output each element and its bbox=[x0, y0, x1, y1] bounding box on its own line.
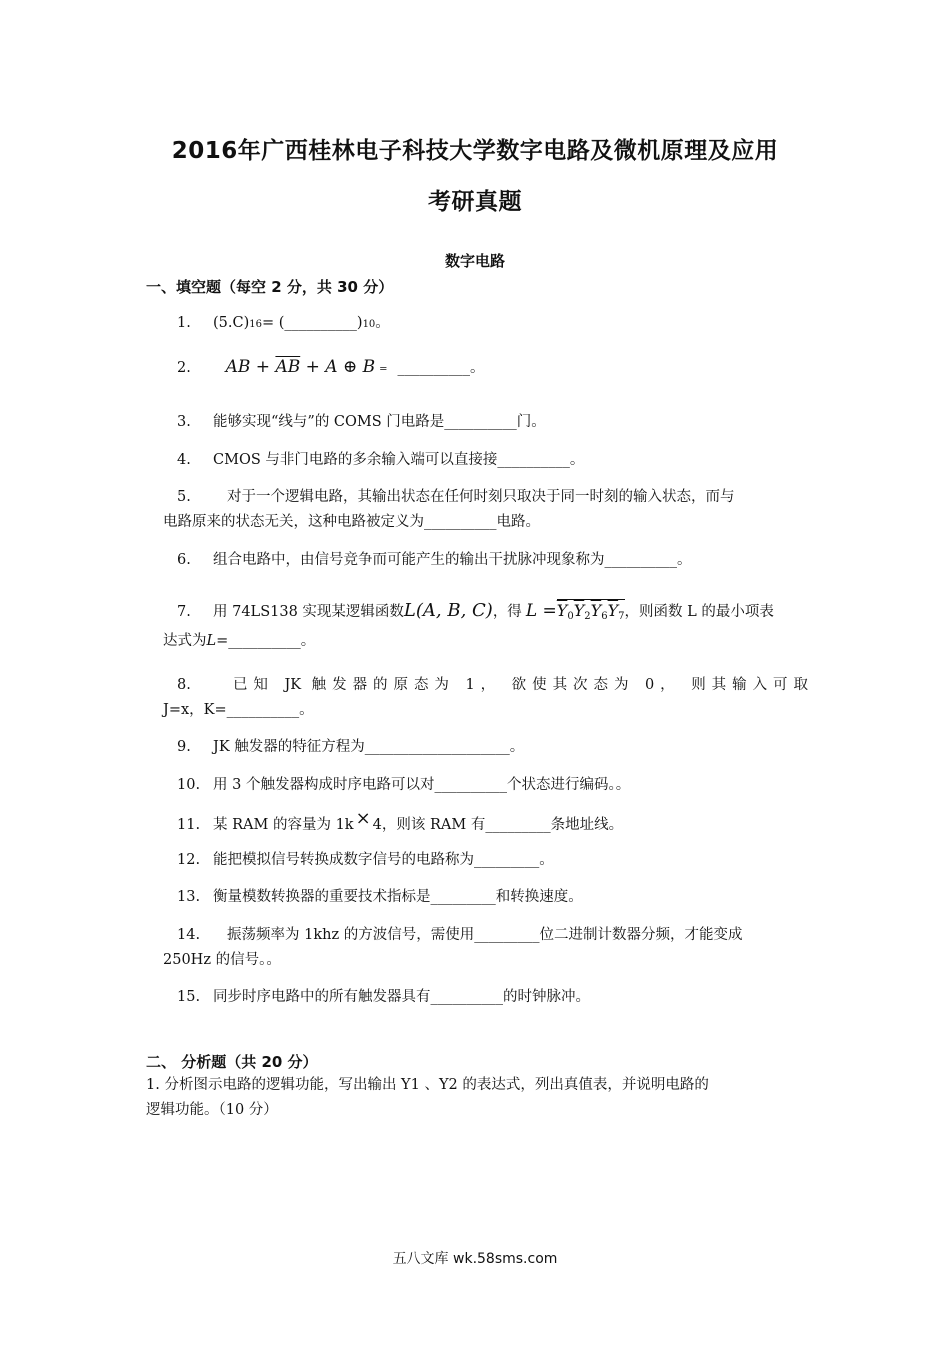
document-title-line1: 2016年广西桂林电子科技大学数字电路及微机原理及应用 bbox=[171, 138, 779, 164]
question-15: 15. 同步时序电路中的所有触发器具有__________的时钟脉冲。 bbox=[177, 989, 590, 1005]
question-6: 6. 组合电路中，由信号竞争而可能产生的输出干扰脉冲现象称为__________。 bbox=[177, 552, 692, 568]
formula: AB + $\overline{AB} + A$ ⊕ B bbox=[225, 357, 376, 377]
document-title-line2: 考研真题 bbox=[428, 189, 522, 215]
times-symbol: × bbox=[355, 808, 371, 829]
section2-problem-1: 1. 分析图示电路的逻辑功能，写出输出 Y1 、Y2 的表达式，列出真值表，并说明电路的 逻辑功能。（10 分） bbox=[146, 1077, 709, 1118]
question-8: 8. 已知 JK 触发器的原态为 1， 欲使其次态为 0， 则其输入可取 J=x，K=__________。 bbox=[163, 677, 808, 718]
question-7: 7. 用 74LS138 实现某逻辑函数L(A, B, C)，得 $L =\overline{Y}_0\overline{Y}_2\overline{Y}_6\overline{Y}_7$，则函数 L 的最小项表 达式为L=__________。 bbox=[163, 600, 774, 649]
question-4: 4. CMOS 与非门电路的多余输入端可以直接接__________。 bbox=[177, 452, 585, 468]
subject-heading: 数字电路 bbox=[444, 252, 505, 270]
question-11: 11. 某 RAM 的容量为 1k × 4，则该 RAM 有_________条地址线。 bbox=[177, 808, 624, 833]
question-1: 1. (5.C)16= (__________)10。 bbox=[177, 315, 390, 331]
question-10: 10. 用 3 个触发器构成时序电路可以对__________个状态进行编码。。 bbox=[177, 777, 631, 793]
question-13: 13. 衡量模数转换器的重要技术指标是_________和转换速度。 bbox=[177, 889, 583, 905]
question-14: 14. 振荡频率为 1khz 的方波信号，需使用_________位二进制计数器分频，才能变成 250Hz 的信号。。 bbox=[163, 927, 743, 968]
section2-heading: 二、 分析题（共 20 分） bbox=[146, 1053, 318, 1071]
question-12: 12. 能把模拟信号转换成数字信号的电路称为_________。 bbox=[177, 852, 554, 868]
question-5: 5. 对于一个逻辑电路，其输出状态在任何时刻只取决于同一时刻的输入状态，而与 电路原来的状态无关，这种电路被定义为__________电路。 bbox=[163, 489, 735, 530]
section1-heading: 一、填空题（每空 2 分，共 30 分） bbox=[146, 278, 394, 296]
question-9: 9. JK 触发器的特征方程为____________________。 bbox=[177, 739, 525, 755]
footer-watermark: 五八文库 wk.58sms.com bbox=[392, 1251, 558, 1267]
question-3: 3. 能够实现“线与”的 COMS 门电路是__________门。 bbox=[177, 414, 546, 430]
question-2: 2. AB + $\overline{AB} + A$ ⊕ B = __________。 bbox=[177, 357, 485, 377]
